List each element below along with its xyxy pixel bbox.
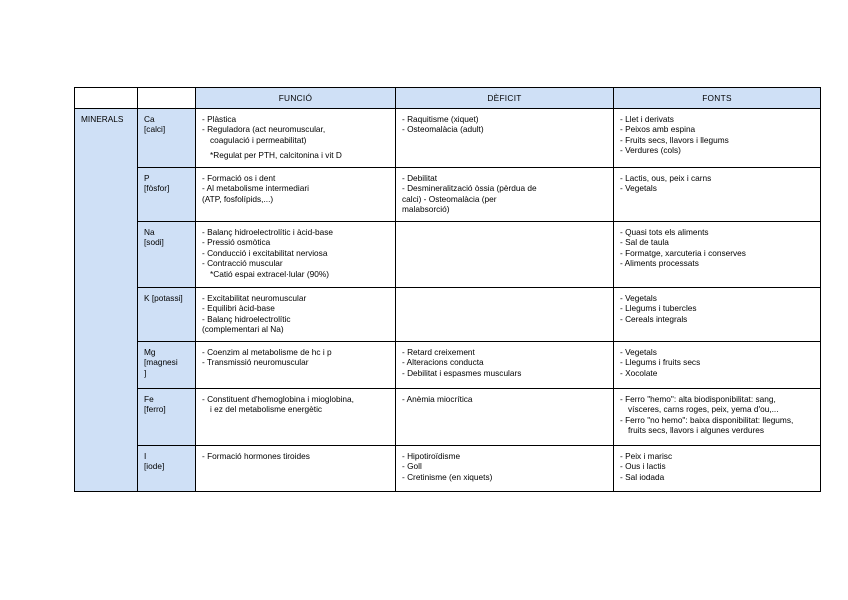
mineral-name: [magnesi <box>144 357 178 368</box>
list-item: - Retard creixement <box>402 347 475 357</box>
list-item: - Hipotiroïdisme <box>402 451 461 461</box>
list-item: - Balanç hidroelectrolític i àcid-base <box>202 227 333 237</box>
list-item: - Transmissió neuromuscular <box>202 357 309 368</box>
funcio-cell <box>196 288 396 342</box>
mineral-name: [iode] <box>144 461 165 472</box>
list-item: - Llet i derivats <box>620 114 674 124</box>
header-funcio: FUNCIÓ <box>196 88 396 109</box>
list-item: - Desmineralització òssia (pèrdua de <box>402 183 537 194</box>
funcio-note: *Catió espai extracel·lular (90%) <box>210 268 329 279</box>
list-item: - Ferro "hemo": alta biodisponibilitat: sang, <box>620 394 776 404</box>
mineral-cell <box>138 222 196 288</box>
funcio-cell <box>196 109 396 168</box>
header-fonts: FONTS <box>614 88 821 109</box>
mineral-symbol: Mg <box>144 347 156 357</box>
list-item: - Alteracions conducta <box>402 357 484 368</box>
mineral-name: [calci] <box>144 124 166 135</box>
mineral-name: [ferro] <box>144 404 166 415</box>
mineral-cell <box>138 342 196 389</box>
list-item: - Anèmia miocrítica <box>402 394 473 404</box>
list-item: - Goll <box>402 461 422 472</box>
list-item: - Formatge, xarcuteria i conserves <box>620 247 746 258</box>
table-row <box>75 222 821 288</box>
deficit-cell <box>396 288 614 342</box>
list-item: - Constituent d'hemoglobina i mioglobina, <box>202 394 354 404</box>
list-item: coagulació i permeabilitat) <box>210 134 307 145</box>
list-item: - Ous i lactis <box>620 461 666 472</box>
list-item: i ez del metabolisme energètic <box>210 404 323 415</box>
list-item: - Quasi tots els aliments <box>620 227 709 237</box>
list-item: - Sal iodada <box>620 471 665 482</box>
list-item: - Coenzim al metabolisme de hc i p <box>202 347 332 357</box>
fonts-cell <box>614 222 821 288</box>
list-item: - Plàstica <box>202 114 237 124</box>
group-label: MINERALS <box>75 109 138 492</box>
list-item: - Conducció i excitabilitat nerviosa <box>202 247 328 258</box>
mineral-cell <box>138 446 196 492</box>
list-item: (complementari al Na) <box>202 324 284 335</box>
list-item: - Lactis, ous, peix i carns <box>620 173 712 183</box>
list-item: - Excitabilitat neuromuscular <box>202 293 307 303</box>
mineral-cell <box>138 288 196 342</box>
list-item: - Llegums i fruits secs <box>620 357 701 368</box>
table-row <box>75 288 821 342</box>
deficit-cell <box>396 222 614 288</box>
list-item: fruits secs, llavors i algunes verdures <box>628 425 765 436</box>
fonts-cell <box>614 342 821 389</box>
funcio-cell <box>196 168 396 222</box>
funcio-cell <box>196 446 396 492</box>
header-deficit: DÈFICIT <box>396 88 614 109</box>
deficit-cell <box>396 446 614 492</box>
list-item: - Formació hormones tiroides <box>202 451 310 461</box>
mineral-cell <box>138 389 196 446</box>
list-item: - Vegetals <box>620 347 657 357</box>
list-item: - Llegums i tubercles <box>620 303 697 314</box>
mineral-symbol: P <box>144 173 150 183</box>
mineral-name: [fòsfor] <box>144 183 170 194</box>
list-item: - Reguladora (act neuromuscular, <box>202 124 326 135</box>
list-item: - Vegetals <box>620 293 657 303</box>
list-item: - Contracció muscular <box>202 258 283 269</box>
deficit-cell <box>396 168 614 222</box>
funcio-cell <box>196 222 396 288</box>
minerals-table <box>74 87 821 492</box>
deficit-cell <box>396 342 614 389</box>
list-item: - Pressió osmòtica <box>202 237 271 248</box>
list-item: vísceres, carns roges, peix, yema d'ou,... <box>628 404 779 415</box>
list-item: - Equilibri àcid-base <box>202 303 275 314</box>
header-blank-cell <box>75 88 138 109</box>
list-item: - Aliments processats <box>620 258 699 269</box>
mineral-name-end: ] <box>144 367 147 378</box>
table-row <box>75 168 821 222</box>
list-item: malabsorció) <box>402 204 450 215</box>
list-item: (ATP, fosfolípids,...) <box>202 193 274 204</box>
list-item: - Peix i marisc <box>620 451 673 461</box>
mineral-name: [sodi] <box>144 237 164 248</box>
mineral-symbol: I <box>144 451 147 461</box>
table-row <box>75 446 821 492</box>
list-item: - Peixos amb espina <box>620 124 696 135</box>
fonts-cell <box>614 109 821 168</box>
list-item: - Sal de taula <box>620 237 669 248</box>
list-item: - Cereals integrals <box>620 313 688 324</box>
header-row <box>75 88 821 109</box>
mineral-symbol: Fe <box>144 394 154 404</box>
list-item: - Verdures (cols) <box>620 145 681 156</box>
fonts-cell <box>614 168 821 222</box>
fonts-cell <box>614 288 821 342</box>
list-item: - Raquitisme (xiquet) <box>402 114 479 124</box>
list-item: - Formació os i dent <box>202 173 276 183</box>
deficit-cell <box>396 109 614 168</box>
funcio-cell <box>196 342 396 389</box>
mineral-symbol: Na <box>144 227 155 237</box>
table-row <box>75 342 821 389</box>
list-item: - Al metabolisme intermediari <box>202 183 309 194</box>
list-item: - Vegetals <box>620 183 657 194</box>
list-item: - Cretinisme (en xiquets) <box>402 471 493 482</box>
fonts-cell <box>614 389 821 446</box>
header-blank-cell <box>138 88 196 109</box>
funcio-note: *Regulat per PTH, calcitonina i vit D <box>210 150 342 161</box>
mineral-cell <box>138 109 196 168</box>
funcio-cell <box>196 389 396 446</box>
mineral-cell <box>138 168 196 222</box>
deficit-cell <box>396 389 614 446</box>
list-item: - Fruits secs, llavors i llegums <box>620 134 729 145</box>
table-row <box>75 389 821 446</box>
list-item: - Debilitat <box>402 173 438 183</box>
fonts-cell <box>614 446 821 492</box>
table-row <box>75 109 821 168</box>
list-item: - Balanç hidroelectrolític <box>202 313 291 324</box>
list-item: - Debilitat i espasmes musculars <box>402 367 522 378</box>
list-item: - Ferro "no hemo": baixa disponibilitat: llegums, <box>620 414 794 425</box>
list-item: - Osteomalàcia (adult) <box>402 124 484 135</box>
list-item: calci) - Osteomalàcia (per <box>402 193 497 204</box>
mineral-symbol: K [potassi] <box>144 293 183 303</box>
list-item: - Xocolate <box>620 367 658 378</box>
mineral-symbol: Ca <box>144 114 155 124</box>
